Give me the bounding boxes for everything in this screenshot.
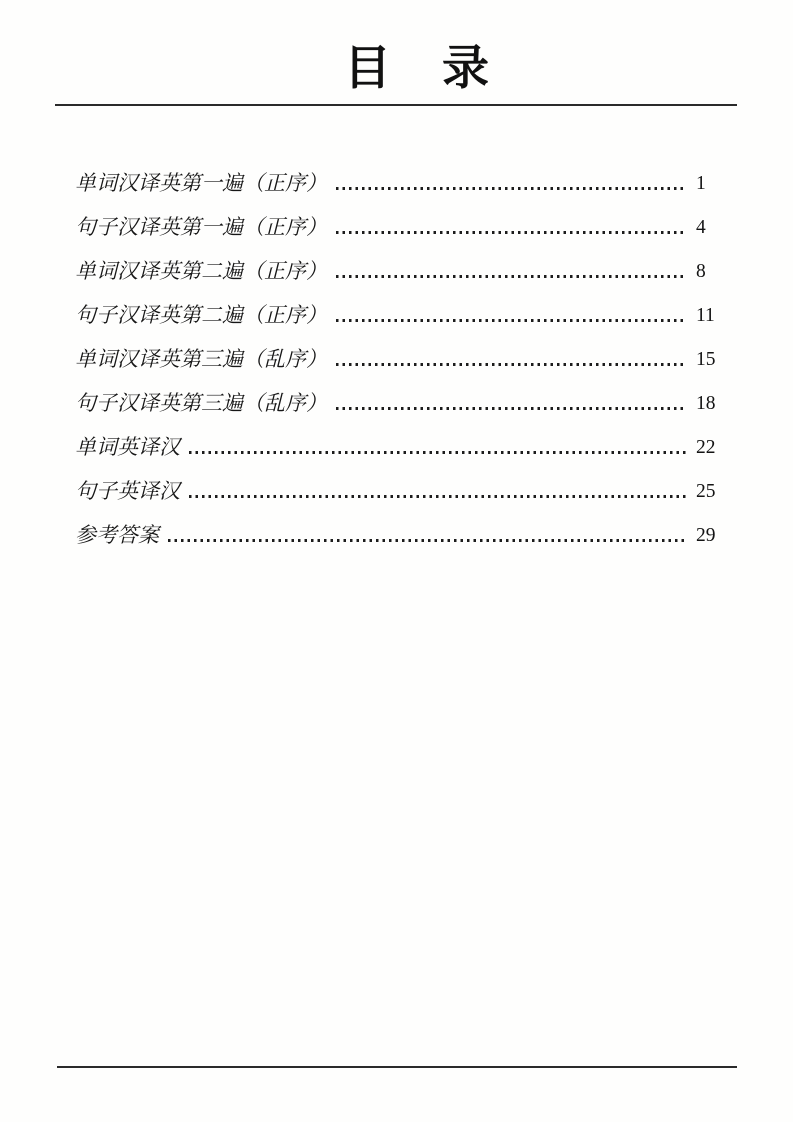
toc-entry: [75, 258, 720, 284]
footer-rule: [57, 1066, 737, 1068]
toc-entry-page-number: 11: [696, 305, 715, 326]
title-divider-rule: [55, 104, 737, 106]
page-title: 目 录: [344, 41, 491, 94]
toc-entry-label: 单词汉译英第一遍（正序）: [75, 171, 327, 195]
toc-leader-dots: [336, 187, 686, 190]
toc-list: [75, 170, 720, 566]
toc-entry: [75, 302, 720, 328]
toc-entry-label: 单词汉译英第三遍（乱序）: [75, 347, 327, 371]
toc-entry-label: 句子汉译英第三遍（乱序）: [75, 391, 327, 415]
toc-leader-dots: [189, 495, 686, 498]
toc-entry: [75, 170, 720, 196]
toc-entry-label: 参考答案: [75, 523, 159, 547]
toc-entry: [75, 214, 720, 240]
toc-entry-label: 句子汉译英第二遍（正序）: [75, 303, 327, 327]
toc-entry-page-number: 22: [696, 437, 716, 458]
toc-leader-dots: [336, 319, 686, 322]
toc-entry-label: 句子汉译英第一遍（正序）: [75, 215, 327, 239]
toc-entry: [75, 522, 720, 548]
toc-entry: [75, 346, 720, 372]
toc-entry-page-number: 18: [696, 393, 716, 414]
toc-leader-dots: [168, 539, 686, 542]
toc-entry: [75, 434, 720, 460]
toc-leader-dots: [336, 275, 686, 278]
toc-leader-dots: [336, 407, 686, 410]
toc-entry-page-number: 25: [696, 481, 716, 502]
toc-entry-label: 单词汉译英第二遍（正序）: [75, 259, 327, 283]
toc-entry-page-number: 4: [696, 217, 706, 238]
toc-entry-label: 句子英译汉: [75, 479, 180, 503]
toc-entry: [75, 390, 720, 416]
toc-leader-dots: [336, 231, 686, 234]
toc-leader-dots: [336, 363, 686, 366]
toc-leader-dots: [189, 451, 686, 454]
toc-entry-label: 单词英译汉: [75, 435, 180, 459]
toc-entry-page-number: 29: [696, 525, 716, 546]
toc-entry-page-number: 8: [696, 261, 706, 282]
toc-entry: [75, 478, 720, 504]
toc-entry-page-number: 15: [696, 349, 716, 370]
toc-entry-page-number: 1: [696, 173, 706, 194]
